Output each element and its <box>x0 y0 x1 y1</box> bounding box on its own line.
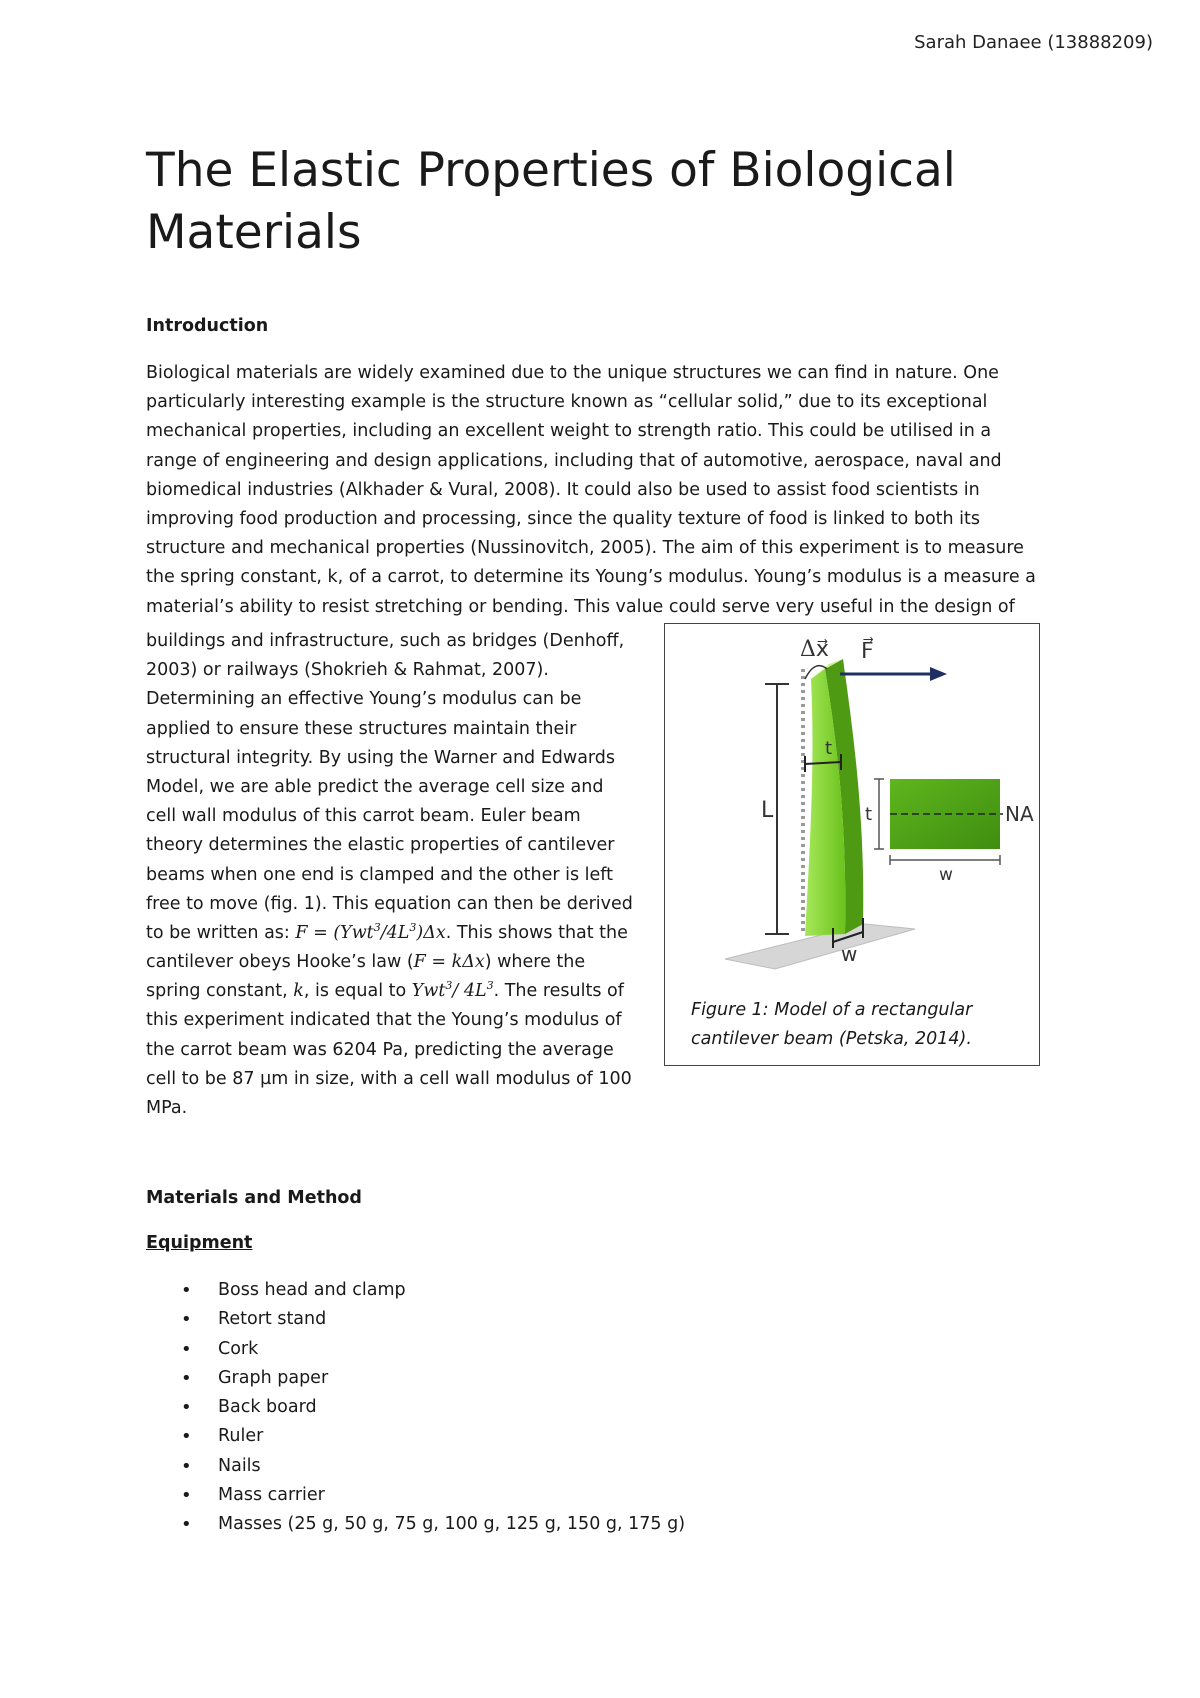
equipment-heading: Equipment <box>146 1233 253 1253</box>
text-line: Biological materials are widely examined due to the unique structures we can find in nature. One <box>146 363 999 383</box>
text-line: the carrot beam was 6204 Pa, predicting the average <box>146 1039 614 1060</box>
width-label-beam: w <box>841 942 858 966</box>
text-line: structural integrity. By using the Warner and Edwards <box>146 747 616 768</box>
thickness-label-section: t <box>865 804 873 825</box>
text-line: beams when one end is clamped and the other is left <box>146 864 613 885</box>
hooke-line: cantilever obeys Hooke’s law (F = kΔx) where the <box>146 952 586 973</box>
text-line: 2003) or railways (Shokrieh & Rahmat, 2007). <box>146 660 549 681</box>
euler-formula: $F = (Ywt^3/4L^3)\Delta x$ <box>295 921 446 943</box>
text-line: MPa. <box>146 1098 188 1118</box>
list-item: • Back board <box>146 1393 685 1422</box>
thickness-label-beam: t <box>825 738 833 759</box>
force-label: F⃗ <box>861 639 874 664</box>
intro-paragraph-full <box>146 359 1066 622</box>
text-line: particularly interesting example is the structure known as “cellular solid,” due to its exceptional <box>146 392 988 413</box>
list-item: • Retort stand <box>146 1305 685 1334</box>
figure-caption: Figure 1: Model of a rectangular cantilever beam (Petska, 2014). <box>691 1000 973 1049</box>
text-line: Model, we are able predict the average cell size and <box>146 776 604 797</box>
list-item: • Cork <box>146 1335 685 1364</box>
intro-paragraph-column <box>146 627 646 1123</box>
list-item: • Boss head and clamp <box>146 1276 685 1305</box>
text-line: biomedical industries (Alkhader & Vural, 2008). It could also be used to assist food scientists in <box>146 479 980 500</box>
text-line: range of engineering and design applications, including that of automotive, aerospace, naval and <box>146 450 1002 471</box>
text-line: Determining an effective Young’s modulus can be <box>146 689 582 710</box>
spring-formula: Ywt$^3$/ $4L^3$ <box>411 979 494 1002</box>
text-line: free to move (fig. 1). This equation can then be derived <box>146 893 633 914</box>
introduction-heading: Introduction <box>146 316 269 336</box>
width-label-section: w <box>939 865 953 885</box>
text-line: material’s ability to resist stretching or bending. This value could serve very useful in the design of <box>146 596 1015 617</box>
author-header: Sarah Danaee (13888209) <box>914 32 1153 53</box>
equation-line: to be written as: $F = (Ywt^3/4L^3)\Delta x$. This shows that the <box>146 921 628 943</box>
text-line: cell wall modulus of this carrot beam. Euler beam <box>146 806 581 827</box>
text-line: the spring constant, k, of a carrot, to determine its Young’s modulus. Young’s modulus is a measure a <box>146 567 1036 588</box>
list-item: • Nails <box>146 1452 685 1481</box>
figure-1 <box>664 623 1040 1066</box>
delta-x-label: Δx⃗ <box>800 637 829 662</box>
text-line: cell to be 87 µm in size, with a cell wall modulus of 100 <box>146 1068 632 1089</box>
hooke-formula: F = kΔx <box>413 952 485 973</box>
list-item: • Mass carrier <box>146 1481 685 1510</box>
text-line: improving food production and processing, since the quality texture of food is linked to both its <box>146 508 981 529</box>
cantilever-beam-diagram <box>665 624 1039 984</box>
spring-constant-line: spring constant, k, is equal to Ywt$^3$/ $4L^3$. The results of <box>146 979 624 1002</box>
text-line: structure and mechanical properties (Nussinovitch, 2005). The aim of this experiment is to measure <box>146 538 1024 559</box>
list-item: • Graph paper <box>146 1364 685 1393</box>
text-line: buildings and infrastructure, such as bridges (Denhoff, <box>146 631 625 651</box>
neutral-axis-label: NA <box>1005 802 1034 826</box>
text-line: applied to ensure these structures maintain their <box>146 718 577 739</box>
text-line: mechanical properties, including an excellent weight to strength ratio. This could be utilised in a <box>146 421 992 442</box>
equipment-list <box>146 1276 685 1540</box>
text-line: theory determines the elastic properties of cantilever <box>146 835 615 856</box>
methods-heading: Materials and Method <box>146 1188 362 1208</box>
list-item: • Ruler <box>146 1422 685 1451</box>
page-title: The Elastic Properties of Biological Materials <box>146 143 956 260</box>
list-item: • Masses (25 g, 50 g, 75 g, 100 g, 125 g, 150 g, 175 g) <box>146 1510 685 1539</box>
length-label: L <box>761 798 774 823</box>
text-line: this experiment indicated that the Young’s modulus of <box>146 1010 622 1031</box>
